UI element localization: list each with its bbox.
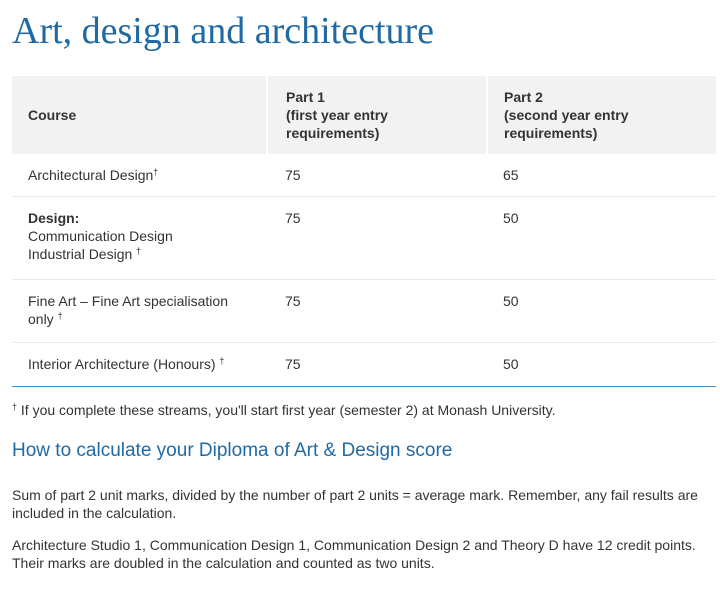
- dagger-mark: †: [219, 356, 225, 366]
- header-part2-line1: Part 2: [504, 89, 543, 105]
- part2-cell: 65: [503, 167, 519, 183]
- part2-cell: 50: [487, 197, 716, 280]
- table-header-row: [12, 76, 716, 154]
- course-name: Communication Design: [28, 228, 173, 244]
- part1-cell: 75: [267, 280, 487, 343]
- dagger-mark: †: [12, 402, 18, 412]
- part1-cell: 75: [285, 167, 301, 183]
- header-part2: [487, 76, 716, 154]
- dagger-mark: †: [153, 167, 159, 177]
- footnote: [12, 401, 556, 419]
- header-part1: [267, 76, 487, 154]
- part2-cell: 50: [487, 343, 716, 387]
- header-course-label: Course: [28, 107, 77, 123]
- table-row: [12, 280, 716, 343]
- entry-requirements-table: [12, 76, 716, 387]
- course-name-cont: only: [28, 311, 54, 327]
- page-title: Art, design and architecture: [12, 10, 435, 52]
- course-group-heading: Design:: [28, 210, 80, 226]
- course-cell: [12, 197, 267, 280]
- part2-cell: 50: [487, 280, 716, 343]
- course-name: Architectural Design: [28, 167, 154, 183]
- section-heading: How to calculate your Diploma of Art & Design score: [12, 440, 453, 461]
- course-name: Fine Art – Fine Art specialisation: [28, 293, 228, 309]
- part1-cell: 75: [267, 197, 487, 280]
- header-part1-line1: Part 1: [286, 89, 325, 105]
- header-course: [12, 76, 267, 154]
- header-part1-line3: requirements): [286, 125, 380, 141]
- course-cell: [12, 154, 267, 197]
- footnote-text: If you complete these streams, you'll start first year (semester 2) at Monash University.: [20, 402, 556, 418]
- table-row: [12, 154, 716, 197]
- header-part2-line3: requirements): [504, 125, 598, 141]
- table-row: [12, 343, 716, 387]
- dagger-mark: †: [136, 246, 142, 256]
- course-name: Industrial Design: [28, 246, 133, 262]
- part1-cell: 75: [267, 343, 487, 387]
- dagger-mark: †: [57, 311, 63, 321]
- paragraph-calculation: Sum of part 2 unit marks, divided by the number of part 2 units = average mark. Remember, any fail results are included in the calculation.: [12, 487, 698, 521]
- course-cell: [12, 343, 267, 387]
- table-row: [12, 197, 716, 280]
- header-part2-line2: (second year entry: [504, 107, 629, 123]
- header-part1-line2: (first year entry: [286, 107, 388, 123]
- course-name: Interior Architecture (Honours): [28, 356, 216, 372]
- course-cell: [12, 280, 267, 343]
- paragraph-credit-points: Architecture Studio 1, Communication Design 1, Communication Design 2 and Theory D have 12 credit points. Their marks are doubled in the calculation and counted as two units.: [12, 537, 696, 571]
